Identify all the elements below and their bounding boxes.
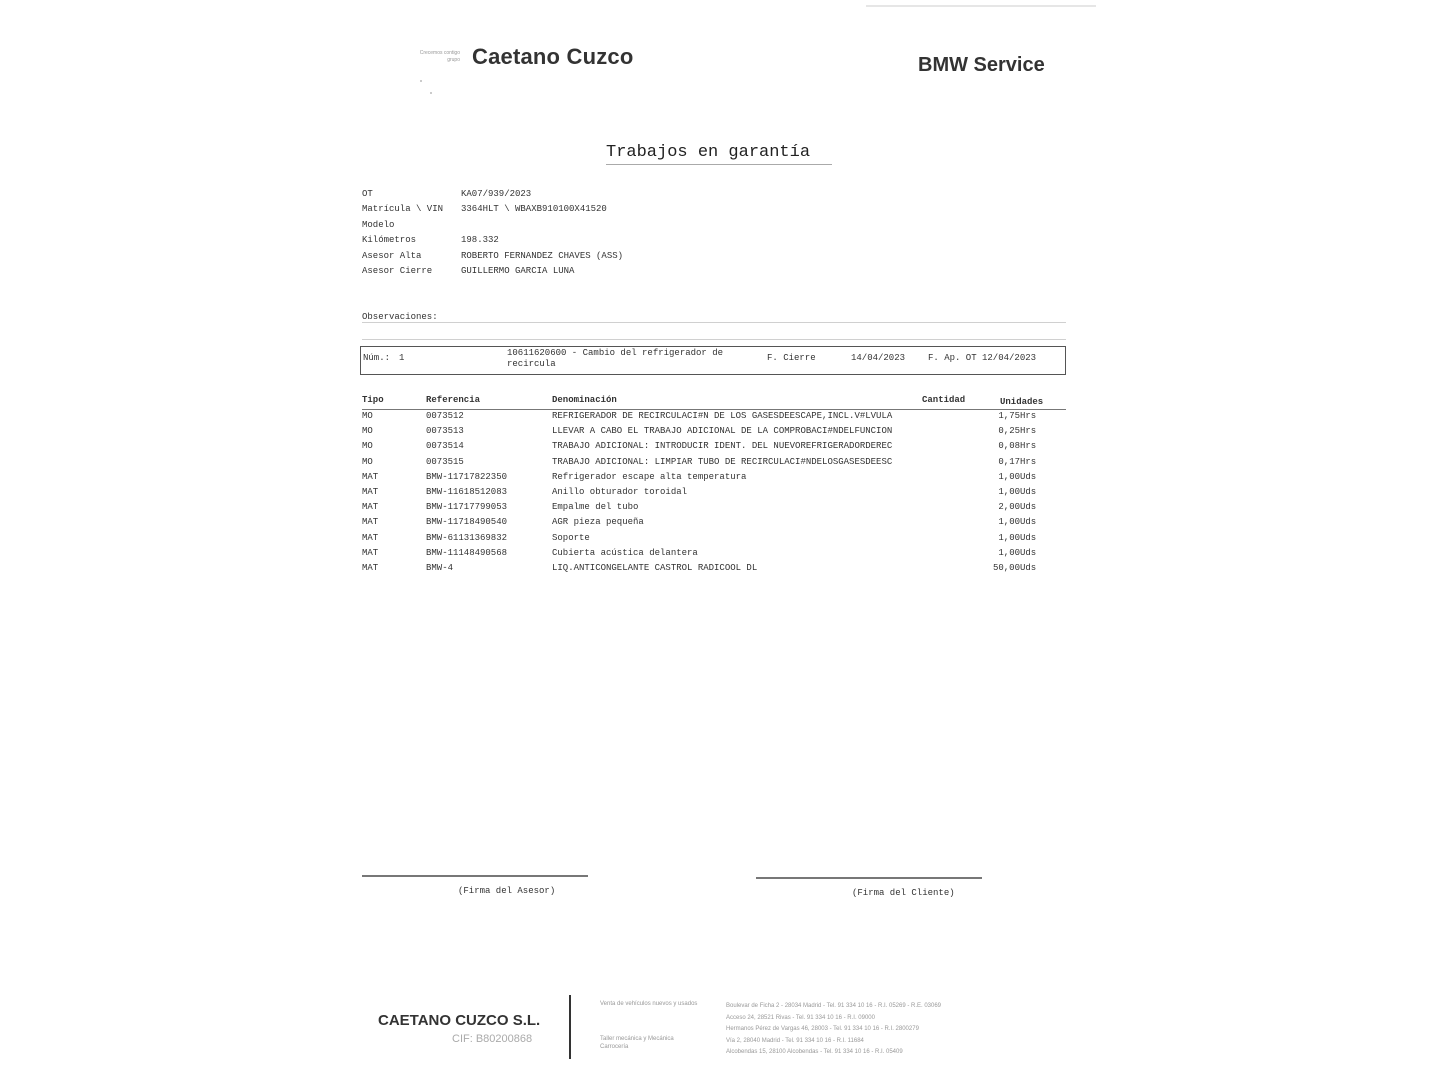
company-name: CAETANO CUZCO S.L. <box>378 1012 541 1029</box>
row-cantidad: 0,08 <box>998 441 1020 452</box>
items-table-header <box>362 395 1066 409</box>
table-row <box>362 563 1066 578</box>
row-denominacion: Empalme del tubo <box>552 502 639 513</box>
footer-address: Boulevar de Ficha 2 - 28034 Madrid - Tel. 91 334 10 16 - R.I. 05269 - R.E. 03069 <box>726 1003 942 1009</box>
info-value: ROBERTO FERNANDEZ CHAVES (ASS) <box>461 250 624 261</box>
info-label: Modelo <box>362 219 395 230</box>
open-date: F. Ap. OT 12/04/2023 <box>928 353 1037 363</box>
observations-rule <box>362 339 1066 340</box>
row-tipo: MO <box>362 456 373 467</box>
table-row <box>362 472 1066 487</box>
operation-code-continuation: recircula <box>507 359 556 369</box>
row-tipo: MO <box>362 441 373 452</box>
row-referencia: BMW-4 <box>426 562 454 573</box>
table-row <box>362 487 1066 502</box>
footer-address: Hermanos Pérez de Vargas 46, 28003 - Tel. 91 334 10 16 - R.I. 2800279 <box>726 1026 919 1032</box>
row-referencia: 0073514 <box>426 441 464 452</box>
client-signature-line <box>756 877 982 879</box>
row-referencia: BMW-11717822350 <box>426 471 508 482</box>
row-cantidad: 0,25 <box>998 426 1020 437</box>
info-value: KA07/939/2023 <box>461 189 532 199</box>
info-value: GUILLERMO GARCIA LUNA <box>461 265 575 276</box>
info-value: 3364HLT \ WBAXB910100X41520 <box>461 204 607 215</box>
brand-tagline <box>400 50 460 64</box>
row-tipo: MAT <box>362 517 379 528</box>
row-referencia: BMW-11148490568 <box>426 547 508 558</box>
table-row <box>362 441 1066 456</box>
row-cantidad: 1,00 <box>998 486 1020 497</box>
row-denominacion: Cubierta acústica delantera <box>552 547 698 558</box>
footer-sales-line: Venta de vehículos nuevos y usados <box>600 1001 698 1007</box>
row-unidad: Hrs <box>1020 456 1037 467</box>
row-denominacion: AGR pieza pequeña <box>552 517 644 528</box>
footer-workshop-line: Taller mecánica y Mecánica <box>600 1036 674 1042</box>
column-header-tipo: Tipo <box>362 395 384 405</box>
row-tipo: MAT <box>362 471 379 482</box>
footer-workshop <box>600 1035 674 1051</box>
info-label: Matrícula \ VIN <box>362 204 444 215</box>
advisor-signature-label: (Firma del Asesor) <box>458 886 556 896</box>
footer-address: Alcobendas 15, 28100 Alcobendas - Tel. 91 334 10 16 - R.I. 05409 <box>726 1049 903 1055</box>
row-unidad: Hrs <box>1020 441 1037 452</box>
column-header-unidades: Unidades <box>1000 397 1044 407</box>
bmw-service-logo: BMW Service <box>918 54 1045 76</box>
row-denominacion: TRABAJO ADICIONAL: INTRODUCIR IDENT. DEL NUEVOREFRIGERADORDEREC <box>552 441 893 452</box>
row-unidad: Uds <box>1020 532 1037 543</box>
observations-rule <box>362 322 1066 323</box>
table-row <box>362 517 1066 532</box>
row-cantidad: 1,00 <box>998 532 1020 543</box>
operation-code: 10611620600 - Cambio del refrigerador de <box>507 348 724 358</box>
logo-dot <box>420 80 422 82</box>
row-unidad: Hrs <box>1020 426 1037 437</box>
row-denominacion: REFRIGERADOR DE RECIRCULACI#N DE LOS GASESDEESCAPE,INCL.V#LVULA <box>552 411 893 421</box>
row-cantidad: 1,00 <box>998 547 1020 558</box>
table-header-rule <box>362 409 1066 410</box>
row-referencia: 0073513 <box>426 426 464 437</box>
brand-name: Caetano Cuzco <box>472 44 634 69</box>
row-denominacion: LIQ.ANTICONGELANTE CASTROL RADICOOL DL <box>552 562 758 573</box>
advisor-signature-line <box>362 875 588 877</box>
row-denominacion: Soporte <box>552 532 590 543</box>
row-cantidad: 2,00 <box>998 502 1020 513</box>
footer-address: Acceso 24, 28521 Rivas - Tel. 91 334 10 16 - R.I. 09000 <box>726 1014 875 1021</box>
operation-number-label: Núm.: <box>363 353 391 363</box>
row-denominacion: LLEVAR A CABO EL TRABAJO ADICIONAL DE LA COMPROBACI#NDELFUNCION <box>552 426 893 437</box>
row-denominacion: Anillo obturador toroidal <box>552 486 688 497</box>
column-header-referencia: Referencia <box>426 395 481 405</box>
document-title: Trabajos en garantía <box>606 143 811 162</box>
table-row <box>362 457 1066 472</box>
row-referencia: 0073512 <box>426 411 464 421</box>
client-signature-label: (Firma del Cliente) <box>852 888 955 898</box>
row-referencia: 0073515 <box>426 456 464 467</box>
title-underline <box>606 164 832 165</box>
column-header-denominacion: Denominación <box>552 395 617 405</box>
info-label: OT <box>362 189 373 199</box>
row-cantidad: 50,00 <box>992 562 1020 573</box>
row-cantidad: 1,75 <box>998 411 1020 421</box>
row-tipo: MAT <box>362 532 379 543</box>
operation-number: 1 <box>399 353 405 363</box>
items-table-body <box>362 411 1066 578</box>
row-denominacion: TRABAJO ADICIONAL: LIMPIAR TUBO DE RECIRCULACI#NDELOSGASESDEESC <box>552 456 893 467</box>
row-denominacion: Refrigerador escape alta temperatura <box>552 471 747 482</box>
close-date-label: F. Cierre <box>767 353 816 363</box>
info-label: Asesor Cierre <box>362 265 433 276</box>
row-tipo: MAT <box>362 502 379 513</box>
row-tipo: MO <box>362 426 373 437</box>
footer-addresses <box>726 1001 941 1059</box>
close-date: 14/04/2023 <box>851 353 906 363</box>
row-cantidad: 1,00 <box>998 517 1020 528</box>
row-unidad: Uds <box>1020 517 1037 528</box>
row-unidad: Uds <box>1020 502 1037 513</box>
brand-tagline-line1: Crecemos contigo <box>419 50 460 56</box>
info-label: Asesor Alta <box>362 250 422 261</box>
info-label: Kilómetros <box>362 235 417 246</box>
table-row <box>362 502 1066 517</box>
observations-label: Observaciones: <box>362 312 438 322</box>
row-tipo: MO <box>362 411 373 421</box>
row-cantidad: 0,17 <box>998 456 1020 467</box>
table-row <box>362 426 1066 441</box>
row-referencia: BMW-11718490540 <box>426 517 508 528</box>
row-unidad: Uds <box>1020 486 1037 497</box>
company-cif: CIF: B80200868 <box>452 1033 533 1045</box>
row-unidad: Uds <box>1020 547 1037 558</box>
row-cantidad: 1,00 <box>998 471 1020 482</box>
row-referencia: BMW-11618512083 <box>426 486 508 497</box>
row-tipo: MAT <box>362 562 379 573</box>
footer-workshop-line: Carrocería <box>600 1044 629 1050</box>
row-tipo: MAT <box>362 486 379 497</box>
footer-sales <box>600 1000 697 1008</box>
row-unidad: Hrs <box>1020 411 1037 421</box>
table-row <box>362 548 1066 563</box>
footer-address: Vía 2, 28040 Madrid - Tel. 91 334 10 16 - R.I. 11684 <box>726 1037 864 1044</box>
row-referencia: BMW-61131369832 <box>426 532 508 543</box>
table-row <box>362 411 1066 426</box>
column-header-cantidad: Cantidad <box>922 395 966 405</box>
brand-tagline-line2: grupo <box>447 57 460 63</box>
info-value: 198.332 <box>461 235 499 246</box>
row-referencia: BMW-11717799053 <box>426 502 508 513</box>
operation-box <box>360 346 1066 375</box>
row-unidad: Uds <box>1020 562 1037 573</box>
scan-artifact <box>866 5 1096 7</box>
logo-dot <box>430 92 432 94</box>
row-unidad: Uds <box>1020 471 1037 482</box>
table-row <box>362 533 1066 548</box>
footer-divider <box>569 995 571 1059</box>
row-tipo: MAT <box>362 547 379 558</box>
